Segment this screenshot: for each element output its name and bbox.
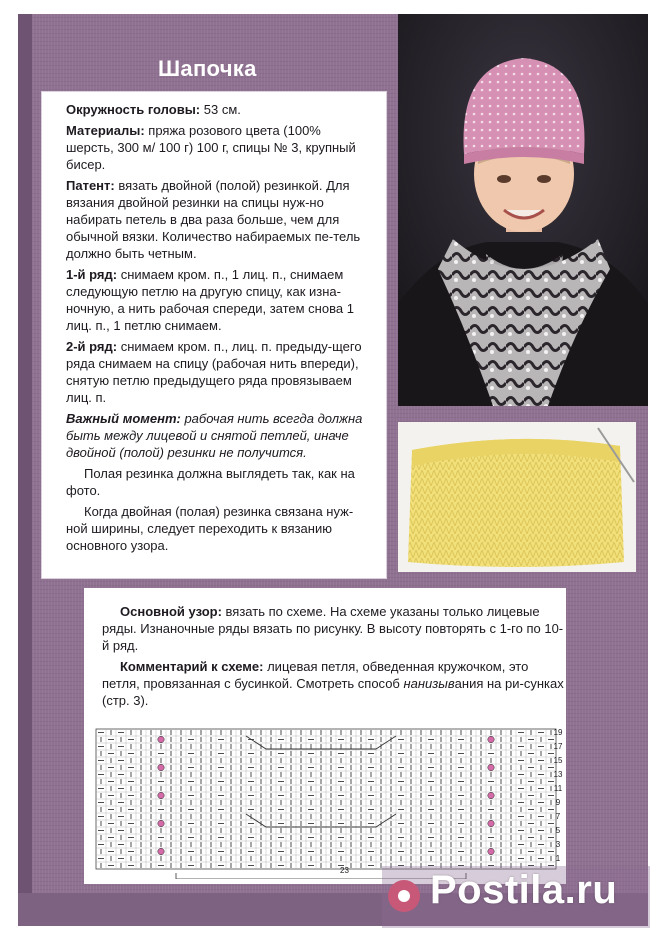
pattern-paragraph [66,177,372,262]
materials-paragraph [66,122,372,173]
pattern-label: Патент: [66,178,115,193]
row1-label: 1-й ряд: [66,267,118,282]
row2-label: 2-й ряд: [66,339,118,354]
chart-row-number: 11 [553,784,563,793]
hollow-rib-photo [398,422,636,572]
chart-row-number: 17 [553,742,563,751]
bead-stitch-mark [488,848,494,854]
chart-row-number: 1 [555,854,561,863]
chart-stitch-count: 23 [340,866,349,875]
main-pattern-label: Основной узор: [120,604,222,619]
hollow-rib-illustration [398,422,636,572]
materials-value: пряжа розового цвета (100% шерсть, 300 м/ 100 г) 100 г, спицы № 3, крупный бисер. [66,123,356,172]
chart-row-number: 7 [555,812,561,821]
knitting-chart [92,727,562,879]
bead-stitch-mark [158,848,164,854]
frame-edge [18,14,32,926]
head-size-value: 53 см. [200,102,241,117]
comment-value-b: ания на ри-сунках (стр. 3). [102,676,564,708]
row2-value: снимаем кром. п., лиц. п. предыду-щего ряда снимаем на спицу (рабочая нить впереди), снятую петлю предыдущего ряда провязываем лиц. п. [66,339,362,405]
bead-stitch-mark [488,792,494,798]
girl-hat-photo [398,14,648,406]
comment-value-em: нанизыв [403,676,455,691]
head-size-paragraph [66,101,372,118]
page-title: Шапочка [158,56,257,81]
next-note: Когда двойная (полая) резинка связана нуж-ной ширины, следует переходить к вязанию основного узора. [66,504,354,553]
main-pattern-paragraph [102,603,564,654]
chart-row-numbers [548,726,568,866]
head-size-label: Окружность головы: [66,102,201,117]
chart-row-number: 9 [555,798,561,807]
chart-grid [96,729,556,869]
bead-stitch-mark [158,736,164,742]
chart-row-number: 5 [555,826,561,835]
main-pattern-value: вязать по схеме. На схеме указаны только лицевые ряды. Изнаночные ряды вязать по рисунку. В высоту повторять с 1-го по 10-й ряд. [102,604,564,653]
chart-row-number: 15 [553,756,563,765]
chart-row-number: 13 [553,770,563,779]
comment-value-a: лицевая петля, обведенная кружочком, это петля, провязанная с бусинкой. Смотреть способ [102,659,529,691]
bead-stitch-mark [488,764,494,770]
bead-stitch-mark [488,736,494,742]
materials-label: Материалы: [66,123,145,138]
important-value: рабочая нить всегда должна быть между лицевой и снятой петлей, иначе двойной (полой) резинки не получится. [66,411,363,460]
bead-stitch-mark [158,792,164,798]
instructions-panel [42,92,386,578]
important-label: Важный момент: [66,411,181,426]
pattern-text [102,603,564,713]
comment-paragraph [102,658,564,709]
chart-row-number: 19 [553,728,563,737]
comment-label: Комментарий к схеме: [120,659,264,674]
bead-stitch-mark [488,820,494,826]
row1-value: снимаем кром. п., 1 лиц. п., снимаем следующую петлю на другую спицу, как изна-ночную, а нить рабочая спереди, затем снова 1 лиц. п., 1 петлю снимаем. [66,267,354,333]
important-paragraph [66,410,372,461]
bead-stitch-mark [158,820,164,826]
bead-stitch-mark [158,764,164,770]
chart-row-number: 3 [555,840,561,849]
row1-paragraph [66,266,372,334]
watermark-text: Postila.ru [430,868,618,912]
girl-hat-illustration [398,14,648,406]
row2-paragraph [66,338,372,406]
hollow-note: Полая резинка должна выглядеть так, как на фото. [66,466,355,498]
pattern-value: вязать двойной (полой) резинкой. Для вязания двойной резинки на спицы нуж-но набирать петель в два раза больше, чем для обычной вязки. Количество набираемых пе-тель должно быть четным. [66,178,361,261]
